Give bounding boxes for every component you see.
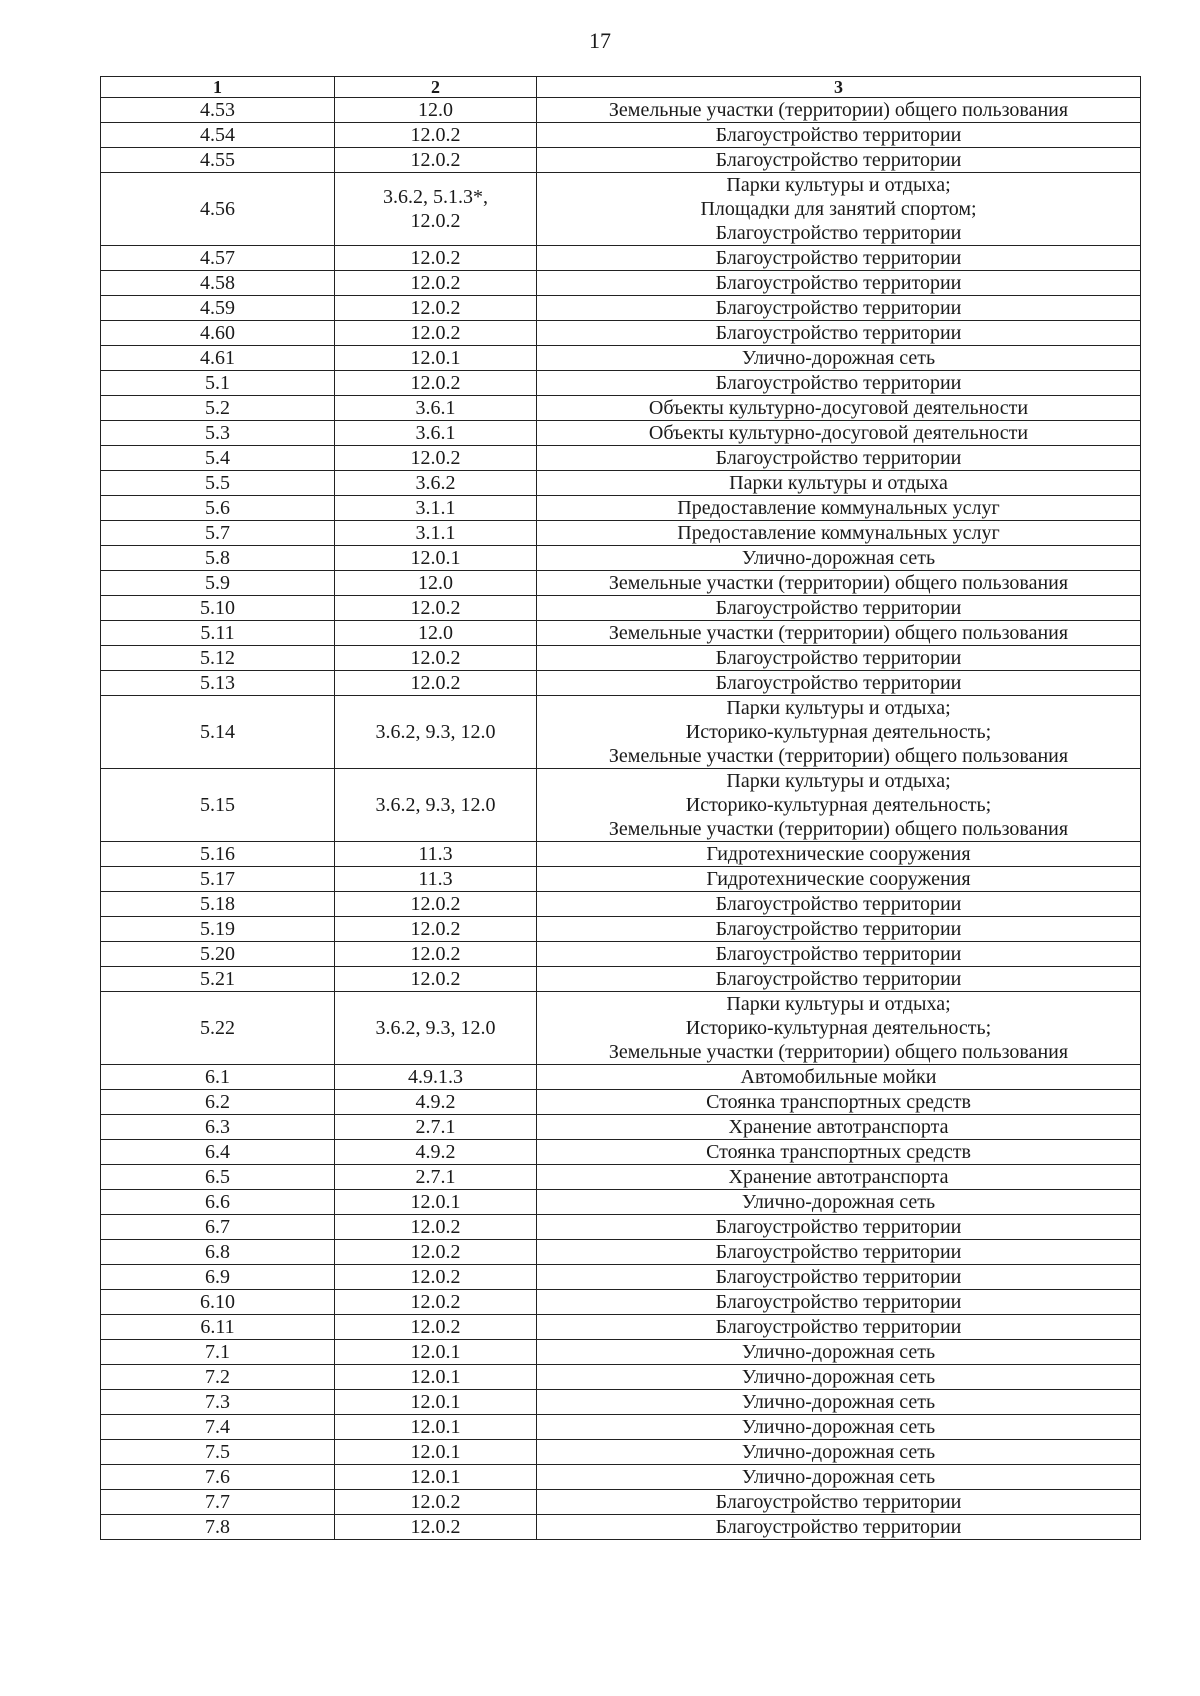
cell-use: Благоустройство территории xyxy=(537,967,1141,992)
table-row xyxy=(101,917,1141,942)
header-col-2: 2 xyxy=(335,77,537,98)
cell-zone: 5.10 xyxy=(101,596,335,621)
cell-zone: 6.9 xyxy=(101,1265,335,1290)
cell-use: Благоустройство территории xyxy=(537,646,1141,671)
header-row xyxy=(101,77,1141,98)
table-row xyxy=(101,967,1141,992)
cell-use: Земельные участки (территории) общего пользования xyxy=(537,98,1141,123)
cell-zone: 7.3 xyxy=(101,1390,335,1415)
table-row xyxy=(101,1290,1141,1315)
cell-zone: 5.15 xyxy=(101,769,335,842)
table-row xyxy=(101,446,1141,471)
cell-zone: 5.7 xyxy=(101,521,335,546)
cell-code: 3.6.1 xyxy=(335,421,537,446)
cell-zone: 5.21 xyxy=(101,967,335,992)
cell-use: Улично-дорожная сеть xyxy=(537,1190,1141,1215)
cell-code: 12.0.1 xyxy=(335,1365,537,1390)
cell-code: 12.0 xyxy=(335,98,537,123)
cell-code: 11.3 xyxy=(335,867,537,892)
cell-code: 12.0.2 xyxy=(335,271,537,296)
table-row xyxy=(101,321,1141,346)
cell-code: 12.0.1 xyxy=(335,1340,537,1365)
cell-use: Благоустройство территории xyxy=(537,1515,1141,1540)
cell-zone: 7.4 xyxy=(101,1415,335,1440)
cell-use: Благоустройство территории xyxy=(537,1240,1141,1265)
table-row xyxy=(101,1465,1141,1490)
cell-zone: 5.2 xyxy=(101,396,335,421)
table-row xyxy=(101,1390,1141,1415)
cell-code: 12.0.2 xyxy=(335,917,537,942)
table-row xyxy=(101,1365,1141,1390)
cell-code: 12.0.2 xyxy=(335,942,537,967)
cell-code: 2.7.1 xyxy=(335,1165,537,1190)
cell-code: 3.6.2, 9.3, 12.0 xyxy=(335,696,537,769)
cell-use: Предоставление коммунальных услуг xyxy=(537,521,1141,546)
cell-zone: 5.5 xyxy=(101,471,335,496)
cell-use: Автомобильные мойки xyxy=(537,1065,1141,1090)
cell-use: Благоустройство территории xyxy=(537,1490,1141,1515)
table-row xyxy=(101,596,1141,621)
table-row xyxy=(101,271,1141,296)
cell-code: 12.0.2 xyxy=(335,321,537,346)
cell-zone: 6.2 xyxy=(101,1090,335,1115)
cell-use: Предоставление коммунальных услуг xyxy=(537,496,1141,521)
table-row xyxy=(101,246,1141,271)
table-row xyxy=(101,1415,1141,1440)
table-row xyxy=(101,842,1141,867)
cell-code: 12.0.1 xyxy=(335,1415,537,1440)
table-row xyxy=(101,1115,1141,1140)
cell-zone: 7.1 xyxy=(101,1340,335,1365)
cell-use: Стоянка транспортных средств xyxy=(537,1090,1141,1115)
cell-zone: 5.11 xyxy=(101,621,335,646)
cell-zone: 6.1 xyxy=(101,1065,335,1090)
table-row xyxy=(101,1515,1141,1540)
cell-code: 2.7.1 xyxy=(335,1115,537,1140)
land-use-table xyxy=(100,76,1141,1540)
cell-zone: 4.55 xyxy=(101,148,335,173)
table-row xyxy=(101,1315,1141,1340)
cell-code: 12.0.2 xyxy=(335,371,537,396)
cell-code: 12.0.2 xyxy=(335,671,537,696)
cell-code: 11.3 xyxy=(335,842,537,867)
cell-zone: 5.4 xyxy=(101,446,335,471)
cell-zone: 4.56 xyxy=(101,173,335,246)
cell-zone: 6.11 xyxy=(101,1315,335,1340)
cell-zone: 4.54 xyxy=(101,123,335,148)
cell-use: Благоустройство территории xyxy=(537,596,1141,621)
cell-code: 12.0.2 xyxy=(335,646,537,671)
table-row xyxy=(101,646,1141,671)
cell-code: 3.6.2, 9.3, 12.0 xyxy=(335,992,537,1065)
table-row xyxy=(101,148,1141,173)
table-row xyxy=(101,1190,1141,1215)
table-row xyxy=(101,867,1141,892)
cell-zone: 5.13 xyxy=(101,671,335,696)
cell-use: Улично-дорожная сеть xyxy=(537,346,1141,371)
cell-use: Благоустройство территории xyxy=(537,446,1141,471)
cell-zone: 5.12 xyxy=(101,646,335,671)
table-row xyxy=(101,892,1141,917)
table-row xyxy=(101,546,1141,571)
cell-code: 3.6.2 xyxy=(335,471,537,496)
table-row xyxy=(101,1265,1141,1290)
cell-use: Улично-дорожная сеть xyxy=(537,1365,1141,1390)
table-row xyxy=(101,671,1141,696)
header-col-1: 1 xyxy=(101,77,335,98)
cell-use: Благоустройство территории xyxy=(537,1215,1141,1240)
cell-code: 12.0.2 xyxy=(335,1215,537,1240)
cell-use: Парки культуры и отдыха; Историко-культурная деятельность; Земельные участки (территории) общего пользования xyxy=(537,769,1141,842)
table-row xyxy=(101,1090,1141,1115)
cell-code: 3.6.1 xyxy=(335,396,537,421)
cell-use: Благоустройство территории xyxy=(537,1290,1141,1315)
header-col-3: 3 xyxy=(537,77,1141,98)
table-row xyxy=(101,346,1141,371)
table-row xyxy=(101,98,1141,123)
cell-code: 12.0.2 xyxy=(335,596,537,621)
cell-use: Улично-дорожная сеть xyxy=(537,1465,1141,1490)
page-number: 17 xyxy=(589,28,611,53)
table-row xyxy=(101,992,1141,1065)
cell-code: 12.0.2 xyxy=(335,148,537,173)
cell-zone: 4.57 xyxy=(101,246,335,271)
cell-use: Благоустройство территории xyxy=(537,148,1141,173)
cell-zone: 7.2 xyxy=(101,1365,335,1390)
table-body xyxy=(101,98,1141,1540)
cell-use: Улично-дорожная сеть xyxy=(537,1390,1141,1415)
cell-code: 12.0.2 xyxy=(335,1265,537,1290)
cell-use: Улично-дорожная сеть xyxy=(537,546,1141,571)
cell-code: 12.0 xyxy=(335,571,537,596)
table-row xyxy=(101,571,1141,596)
cell-zone: 6.5 xyxy=(101,1165,335,1190)
cell-zone: 4.60 xyxy=(101,321,335,346)
cell-code: 12.0.2 xyxy=(335,296,537,321)
cell-zone: 5.14 xyxy=(101,696,335,769)
cell-code: 12.0.1 xyxy=(335,1390,537,1415)
cell-use: Хранение автотранспорта xyxy=(537,1115,1141,1140)
cell-code: 12.0.2 xyxy=(335,446,537,471)
cell-zone: 5.19 xyxy=(101,917,335,942)
cell-zone: 5.1 xyxy=(101,371,335,396)
cell-code: 4.9.2 xyxy=(335,1140,537,1165)
cell-use: Благоустройство территории xyxy=(537,917,1141,942)
cell-zone: 6.6 xyxy=(101,1190,335,1215)
cell-use: Парки культуры и отдыха; Историко-культурная деятельность; Земельные участки (территории) общего пользования xyxy=(537,696,1141,769)
table-row xyxy=(101,496,1141,521)
cell-use: Земельные участки (территории) общего пользования xyxy=(537,621,1141,646)
table-row xyxy=(101,296,1141,321)
cell-use: Парки культуры и отдыха xyxy=(537,471,1141,496)
cell-code: 12.0.2 xyxy=(335,1290,537,1315)
table-row xyxy=(101,521,1141,546)
table-row xyxy=(101,1440,1141,1465)
table-row xyxy=(101,696,1141,769)
table-row xyxy=(101,471,1141,496)
table-header xyxy=(101,77,1141,98)
cell-code: 12.0.1 xyxy=(335,1190,537,1215)
cell-zone: 6.7 xyxy=(101,1215,335,1240)
cell-use: Улично-дорожная сеть xyxy=(537,1415,1141,1440)
cell-code: 12.0.1 xyxy=(335,546,537,571)
cell-code: 12.0.2 xyxy=(335,1315,537,1340)
cell-use: Благоустройство территории xyxy=(537,271,1141,296)
cell-use: Благоустройство территории xyxy=(537,1315,1141,1340)
table-row xyxy=(101,1240,1141,1265)
cell-zone: 5.16 xyxy=(101,842,335,867)
cell-use: Благоустройство территории xyxy=(537,123,1141,148)
cell-zone: 6.3 xyxy=(101,1115,335,1140)
cell-code: 12.0.2 xyxy=(335,892,537,917)
cell-zone: 5.9 xyxy=(101,571,335,596)
cell-use: Объекты культурно-досуговой деятельности xyxy=(537,421,1141,446)
cell-zone: 5.17 xyxy=(101,867,335,892)
cell-zone: 5.8 xyxy=(101,546,335,571)
table-row xyxy=(101,1165,1141,1190)
cell-code: 12.0.2 xyxy=(335,1240,537,1265)
table-row xyxy=(101,1065,1141,1090)
cell-code: 12.0.1 xyxy=(335,346,537,371)
cell-zone: 5.20 xyxy=(101,942,335,967)
cell-use: Улично-дорожная сеть xyxy=(537,1440,1141,1465)
cell-zone: 4.53 xyxy=(101,98,335,123)
table-row xyxy=(101,421,1141,446)
cell-code: 12.0.2 xyxy=(335,967,537,992)
cell-use: Благоустройство территории xyxy=(537,1265,1141,1290)
cell-zone: 7.6 xyxy=(101,1465,335,1490)
cell-use: Парки культуры и отдыха; Площадки для занятий спортом; Благоустройство территории xyxy=(537,173,1141,246)
cell-code: 12.0.2 xyxy=(335,246,537,271)
cell-zone: 7.8 xyxy=(101,1515,335,1540)
table-row xyxy=(101,173,1141,246)
cell-code: 12.0.2 xyxy=(335,1515,537,1540)
cell-zone: 5.22 xyxy=(101,992,335,1065)
cell-use: Благоустройство территории xyxy=(537,321,1141,346)
cell-code: 12.0.2 xyxy=(335,1490,537,1515)
cell-use: Благоустройство территории xyxy=(537,892,1141,917)
cell-code: 12.0.2 xyxy=(335,123,537,148)
cell-use: Гидротехнические сооружения xyxy=(537,867,1141,892)
cell-zone: 7.7 xyxy=(101,1490,335,1515)
table-row xyxy=(101,769,1141,842)
cell-use: Земельные участки (территории) общего пользования xyxy=(537,571,1141,596)
cell-zone: 5.18 xyxy=(101,892,335,917)
cell-use: Благоустройство территории xyxy=(537,246,1141,271)
table-row xyxy=(101,1215,1141,1240)
table-row xyxy=(101,396,1141,421)
cell-code: 4.9.2 xyxy=(335,1090,537,1115)
cell-code: 3.6.2, 5.1.3*, 12.0.2 xyxy=(335,173,537,246)
cell-zone: 4.58 xyxy=(101,271,335,296)
cell-code: 3.6.2, 9.3, 12.0 xyxy=(335,769,537,842)
table-row xyxy=(101,1340,1141,1365)
cell-use: Парки культуры и отдыха; Историко-культурная деятельность; Земельные участки (территории) общего пользования xyxy=(537,992,1141,1065)
table-row xyxy=(101,1490,1141,1515)
cell-use: Хранение автотранспорта xyxy=(537,1165,1141,1190)
cell-zone: 6.8 xyxy=(101,1240,335,1265)
table-row xyxy=(101,123,1141,148)
cell-zone: 4.59 xyxy=(101,296,335,321)
cell-zone: 6.4 xyxy=(101,1140,335,1165)
cell-code: 12.0.1 xyxy=(335,1465,537,1490)
cell-zone: 6.10 xyxy=(101,1290,335,1315)
cell-use: Благоустройство территории xyxy=(537,671,1141,696)
cell-zone: 4.61 xyxy=(101,346,335,371)
cell-use: Объекты культурно-досуговой деятельности xyxy=(537,396,1141,421)
cell-use: Благоустройство территории xyxy=(537,371,1141,396)
table-row xyxy=(101,1140,1141,1165)
cell-zone: 7.5 xyxy=(101,1440,335,1465)
cell-use: Стоянка транспортных средств xyxy=(537,1140,1141,1165)
cell-code: 12.0.1 xyxy=(335,1440,537,1465)
cell-zone: 5.3 xyxy=(101,421,335,446)
cell-code: 12.0 xyxy=(335,621,537,646)
cell-zone: 5.6 xyxy=(101,496,335,521)
table-row xyxy=(101,942,1141,967)
table-row xyxy=(101,371,1141,396)
table-row xyxy=(101,621,1141,646)
cell-code: 4.9.1.3 xyxy=(335,1065,537,1090)
cell-use: Гидротехнические сооружения xyxy=(537,842,1141,867)
cell-code: 3.1.1 xyxy=(335,521,537,546)
cell-use: Благоустройство территории xyxy=(537,296,1141,321)
cell-use: Улично-дорожная сеть xyxy=(537,1340,1141,1365)
cell-use: Благоустройство территории xyxy=(537,942,1141,967)
cell-code: 3.1.1 xyxy=(335,496,537,521)
